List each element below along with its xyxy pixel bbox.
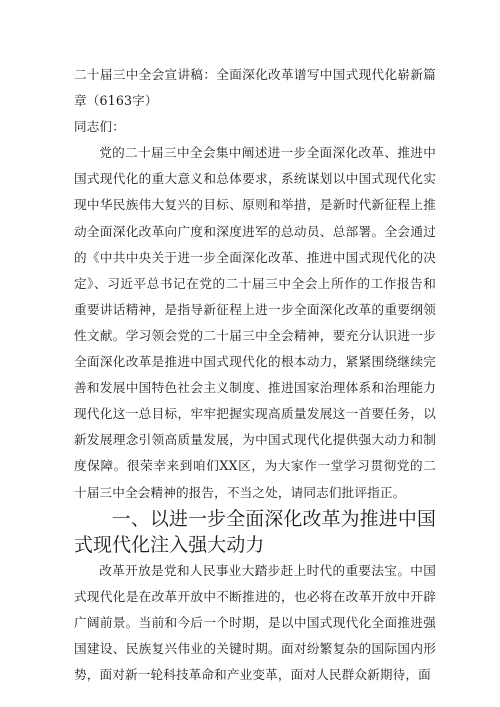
body-paragraph: 党的二十届三中全会集中阐述进一步全面深化改革、推进中国式现代化的重大意义和总体要求，系统谋划以中国式现代化实现中华民族伟大复兴的目标、原则和举措，是新时代新征程上推动全面深化改革向广度和深度进军的总动员、总部署。全会通过的《中共中央关于进一步全面深化改革、推进中国式现代化的决定》、习近平总书记在党的二十届三中全会上所作的工作报告和重要讲话精神，是指导新征程上进一步全面深化改革的重要纲领性文献。学习领会党的二十届三中全会精神，要充分认识进一步全面深化改革是推进中国式现代化的根本动力，紧紧围绕继续完善和发展中国特色社会主义制度、推进国家治理体系和治理能力现代化这一总目标，牢牢把握实现高质量发展这一首要任务，以新发展理念引领高质量发展，为中国式现代化提供强大动力和制度保障。很荣幸来到咱们XX区，为大家作一堂学习贯彻党的二十届三中全会精神的报告，不当之处，请同志们批评指正。 [74, 145, 436, 500]
document-page [74, 62, 436, 688]
salutation: 同志们： [74, 119, 125, 135]
section-heading: 一、以进一步全面深化改革为推进中国式现代化注入强大动力 [74, 507, 436, 556]
document-title: 二十届三中全会宣讲稿：全面深化改革谱写中国式现代化崭新篇章（6163字） [74, 67, 436, 109]
body-paragraph: 改革开放是党和人民事业大踏步赶上时代的重要法宝。中国式现代化是在改革开放中不断推进的，也必将在改革开放中开辟广阔前景。当前和今后一个时期，是以中国式现代化全面推进强国建设、民族复兴伟业的关键时期。面对纷繁复杂的国际国内形势，面对新一轮科技革命和产业变革，面对人民群众新期待，面 [74, 562, 436, 683]
